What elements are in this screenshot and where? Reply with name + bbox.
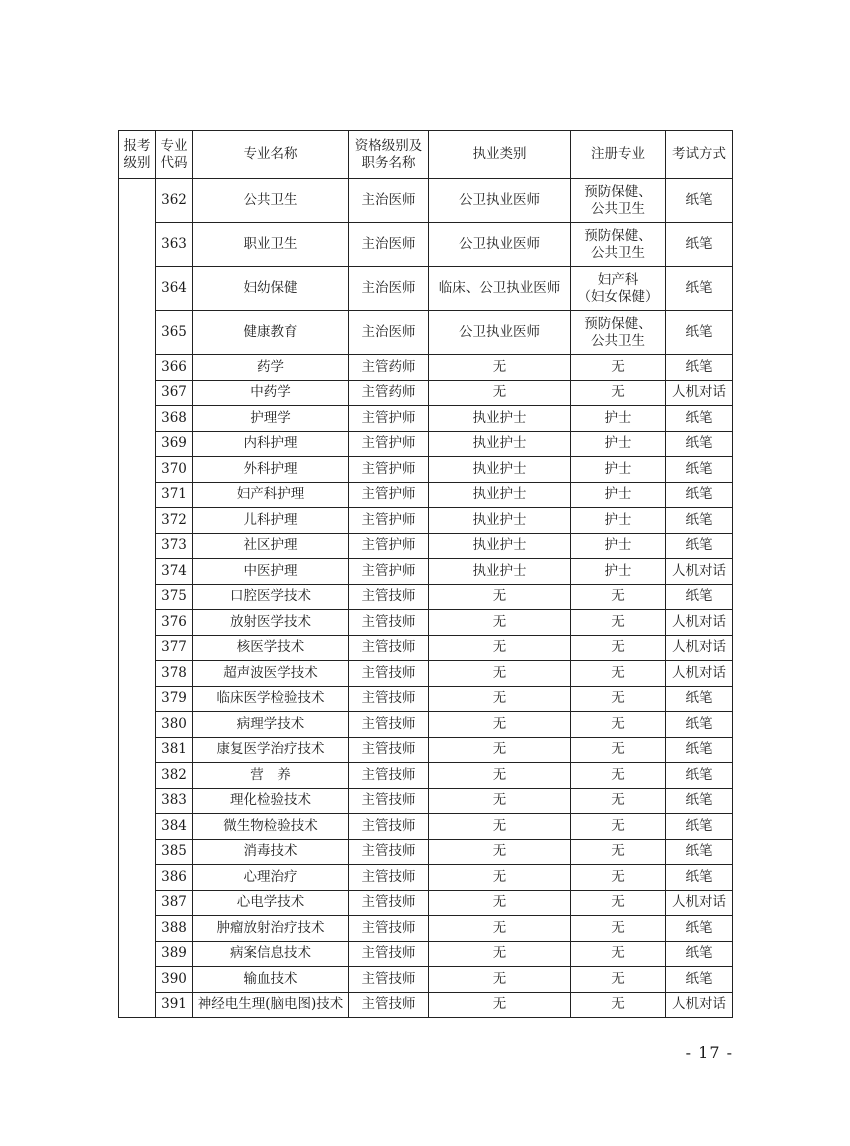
- table-row: [119, 533, 733, 559]
- cell-qualification: 主管护师: [349, 559, 429, 585]
- table-body: [119, 179, 733, 1018]
- cell-qualification: 主管技师: [349, 788, 429, 814]
- cell-exam: 纸笔: [666, 712, 733, 738]
- cell-code: 372: [156, 508, 193, 534]
- cell-practice: 公卫执业医师: [429, 311, 571, 355]
- cell-code: 381: [156, 737, 193, 763]
- cell-registered: 预防保健、 公共卫生: [571, 311, 666, 355]
- cell-code: 380: [156, 712, 193, 738]
- cell-qualification: 主管技师: [349, 865, 429, 891]
- cell-qualification: 主治医师: [349, 179, 429, 223]
- cell-qualification: 主管药师: [349, 355, 429, 381]
- table-row: [119, 941, 733, 967]
- header-name: 专业名称: [193, 131, 349, 179]
- cell-exam: 纸笔: [666, 763, 733, 789]
- cell-registered: 护士: [571, 431, 666, 457]
- cell-registered: 无: [571, 916, 666, 942]
- cell-name: 输血技术: [193, 967, 349, 993]
- cell-practice: 无: [429, 763, 571, 789]
- cell-code: 388: [156, 916, 193, 942]
- cell-practice: 执业护士: [429, 431, 571, 457]
- cell-registered: 无: [571, 712, 666, 738]
- cell-registered: 无: [571, 992, 666, 1018]
- table-row: [119, 431, 733, 457]
- cell-name: 心理治疗: [193, 865, 349, 891]
- cell-name: 健康教育: [193, 311, 349, 355]
- cell-code: 383: [156, 788, 193, 814]
- cell-practice: 无: [429, 355, 571, 381]
- table-row: [119, 814, 733, 840]
- table-row: [119, 179, 733, 223]
- cell-name: 康复医学治疗技术: [193, 737, 349, 763]
- cell-exam: 纸笔: [666, 406, 733, 432]
- cell-practice: 无: [429, 839, 571, 865]
- table-row: [119, 508, 733, 534]
- cell-registered: 无: [571, 763, 666, 789]
- cell-code: 391: [156, 992, 193, 1018]
- cell-qualification: 主管护师: [349, 508, 429, 534]
- cell-name: 心电学技术: [193, 890, 349, 916]
- cell-name: 病案信息技术: [193, 941, 349, 967]
- header-code: 专业 代码: [156, 131, 193, 179]
- table-row: [119, 223, 733, 267]
- specialty-table: [118, 130, 733, 1018]
- cell-code: 365: [156, 311, 193, 355]
- cell-code: 378: [156, 661, 193, 687]
- cell-qualification: 主管技师: [349, 992, 429, 1018]
- cell-code: 385: [156, 839, 193, 865]
- cell-exam: 纸笔: [666, 865, 733, 891]
- table-row: [119, 355, 733, 381]
- cell-code: 386: [156, 865, 193, 891]
- cell-qualification: 主管技师: [349, 635, 429, 661]
- cell-exam: 人机对话: [666, 635, 733, 661]
- table-row: [119, 559, 733, 585]
- cell-registered: 护士: [571, 457, 666, 483]
- table-header-row: [119, 131, 733, 179]
- cell-exam: 纸笔: [666, 267, 733, 311]
- cell-name: 职业卫生: [193, 223, 349, 267]
- table-row: [119, 967, 733, 993]
- cell-practice: 执业护士: [429, 482, 571, 508]
- cell-name: 外科护理: [193, 457, 349, 483]
- cell-registered: 护士: [571, 533, 666, 559]
- cell-practice: 执业护士: [429, 508, 571, 534]
- cell-registered: 无: [571, 686, 666, 712]
- cell-qualification: 主管护师: [349, 457, 429, 483]
- cell-registered: 无: [571, 355, 666, 381]
- cell-exam: 纸笔: [666, 482, 733, 508]
- cell-exam: 人机对话: [666, 992, 733, 1018]
- cell-code: 370: [156, 457, 193, 483]
- cell-code: 375: [156, 584, 193, 610]
- cell-qualification: 主管技师: [349, 941, 429, 967]
- cell-practice: 公卫执业医师: [429, 223, 571, 267]
- cell-registered: 无: [571, 610, 666, 636]
- cell-name: 口腔医学技术: [193, 584, 349, 610]
- table-row: [119, 635, 733, 661]
- cell-name: 中药学: [193, 380, 349, 406]
- cell-exam: 纸笔: [666, 457, 733, 483]
- cell-name: 儿科护理: [193, 508, 349, 534]
- cell-exam: 人机对话: [666, 380, 733, 406]
- cell-exam: 纸笔: [666, 737, 733, 763]
- level-cell: [119, 179, 156, 1018]
- cell-exam: 纸笔: [666, 967, 733, 993]
- cell-name: 理化检验技术: [193, 788, 349, 814]
- header-qualification: 资格级别及 职务名称: [349, 131, 429, 179]
- table-row: [119, 992, 733, 1018]
- cell-practice: 无: [429, 992, 571, 1018]
- cell-code: 389: [156, 941, 193, 967]
- cell-practice: 无: [429, 584, 571, 610]
- table-row: [119, 865, 733, 891]
- cell-registered: 护士: [571, 508, 666, 534]
- cell-exam: 纸笔: [666, 686, 733, 712]
- cell-qualification: 主管技师: [349, 584, 429, 610]
- header-registered: 注册专业: [571, 131, 666, 179]
- cell-exam: 纸笔: [666, 584, 733, 610]
- cell-name: 临床医学检验技术: [193, 686, 349, 712]
- cell-registered: 无: [571, 584, 666, 610]
- cell-name: 肿瘤放射治疗技术: [193, 916, 349, 942]
- cell-practice: 无: [429, 967, 571, 993]
- cell-code: 367: [156, 380, 193, 406]
- cell-registered: 无: [571, 967, 666, 993]
- cell-practice: 无: [429, 661, 571, 687]
- cell-practice: 无: [429, 380, 571, 406]
- cell-qualification: 主管护师: [349, 533, 429, 559]
- table-row: [119, 890, 733, 916]
- cell-code: 376: [156, 610, 193, 636]
- cell-practice: 无: [429, 686, 571, 712]
- cell-registered: 无: [571, 941, 666, 967]
- cell-qualification: 主管技师: [349, 839, 429, 865]
- table-row: [119, 686, 733, 712]
- cell-code: 368: [156, 406, 193, 432]
- cell-name: 神经电生理(脑电图)技术: [193, 992, 349, 1018]
- cell-qualification: 主治医师: [349, 267, 429, 311]
- cell-registered: 无: [571, 839, 666, 865]
- cell-practice: 公卫执业医师: [429, 179, 571, 223]
- cell-name: 社区护理: [193, 533, 349, 559]
- cell-practice: 无: [429, 890, 571, 916]
- cell-registered: 妇产科 （妇女保健）: [571, 267, 666, 311]
- cell-qualification: 主管护师: [349, 431, 429, 457]
- cell-qualification: 主管技师: [349, 610, 429, 636]
- cell-name: 妇幼保健: [193, 267, 349, 311]
- cell-registered: 无: [571, 737, 666, 763]
- cell-registered: 护士: [571, 482, 666, 508]
- table-row: [119, 916, 733, 942]
- cell-name: 公共卫生: [193, 179, 349, 223]
- cell-registered: 无: [571, 635, 666, 661]
- cell-exam: 纸笔: [666, 508, 733, 534]
- header-exam: 考试方式: [666, 131, 733, 179]
- cell-practice: 无: [429, 865, 571, 891]
- header-practice: 执业类别: [429, 131, 571, 179]
- cell-practice: 执业护士: [429, 533, 571, 559]
- cell-code: 390: [156, 967, 193, 993]
- cell-practice: 无: [429, 916, 571, 942]
- cell-name: 营 养: [193, 763, 349, 789]
- cell-name: 超声波医学技术: [193, 661, 349, 687]
- cell-qualification: 主管技师: [349, 916, 429, 942]
- cell-exam: 纸笔: [666, 941, 733, 967]
- cell-exam: 纸笔: [666, 788, 733, 814]
- cell-code: 384: [156, 814, 193, 840]
- cell-code: 363: [156, 223, 193, 267]
- cell-code: 371: [156, 482, 193, 508]
- cell-qualification: 主管药师: [349, 380, 429, 406]
- cell-registered: 护士: [571, 559, 666, 585]
- cell-practice: 无: [429, 737, 571, 763]
- cell-name: 病理学技术: [193, 712, 349, 738]
- cell-code: 377: [156, 635, 193, 661]
- cell-practice: 执业护士: [429, 457, 571, 483]
- cell-exam: 人机对话: [666, 890, 733, 916]
- cell-exam: 纸笔: [666, 223, 733, 267]
- cell-practice: 无: [429, 941, 571, 967]
- cell-exam: 纸笔: [666, 916, 733, 942]
- table-row: [119, 267, 733, 311]
- cell-practice: 执业护士: [429, 559, 571, 585]
- header-level: 报考 级别: [119, 131, 156, 179]
- cell-exam: 纸笔: [666, 311, 733, 355]
- cell-registered: 护士: [571, 406, 666, 432]
- page-number: - 17 -: [685, 1043, 733, 1062]
- cell-name: 中医护理: [193, 559, 349, 585]
- cell-code: 366: [156, 355, 193, 381]
- cell-exam: 纸笔: [666, 814, 733, 840]
- cell-code: 364: [156, 267, 193, 311]
- cell-practice: 临床、公卫执业医师: [429, 267, 571, 311]
- cell-code: 373: [156, 533, 193, 559]
- cell-registered: 无: [571, 890, 666, 916]
- cell-registered: 无: [571, 814, 666, 840]
- table-row: [119, 610, 733, 636]
- cell-qualification: 主管护师: [349, 406, 429, 432]
- cell-name: 消毒技术: [193, 839, 349, 865]
- cell-exam: 纸笔: [666, 839, 733, 865]
- cell-code: 387: [156, 890, 193, 916]
- cell-practice: 无: [429, 712, 571, 738]
- cell-registered: 预防保健、 公共卫生: [571, 179, 666, 223]
- cell-name: 微生物检验技术: [193, 814, 349, 840]
- cell-qualification: 主管技师: [349, 967, 429, 993]
- cell-qualification: 主管护师: [349, 482, 429, 508]
- table-row: [119, 661, 733, 687]
- cell-registered: 无: [571, 380, 666, 406]
- cell-qualification: 主治医师: [349, 223, 429, 267]
- cell-name: 护理学: [193, 406, 349, 432]
- table-row: [119, 457, 733, 483]
- cell-exam: 纸笔: [666, 355, 733, 381]
- table-row: [119, 380, 733, 406]
- cell-qualification: 主管技师: [349, 814, 429, 840]
- cell-name: 药学: [193, 355, 349, 381]
- table-row: [119, 584, 733, 610]
- table-row: [119, 406, 733, 432]
- cell-name: 核医学技术: [193, 635, 349, 661]
- cell-name: 妇产科护理: [193, 482, 349, 508]
- cell-qualification: 主管技师: [349, 712, 429, 738]
- table-row: [119, 737, 733, 763]
- cell-code: 369: [156, 431, 193, 457]
- cell-qualification: 主管技师: [349, 763, 429, 789]
- cell-name: 放射医学技术: [193, 610, 349, 636]
- cell-registered: 预防保健、 公共卫生: [571, 223, 666, 267]
- cell-qualification: 主管技师: [349, 661, 429, 687]
- cell-practice: 无: [429, 788, 571, 814]
- cell-exam: 纸笔: [666, 179, 733, 223]
- cell-exam: 人机对话: [666, 661, 733, 687]
- cell-exam: 纸笔: [666, 431, 733, 457]
- cell-exam: 人机对话: [666, 610, 733, 636]
- cell-practice: 执业护士: [429, 406, 571, 432]
- cell-code: 379: [156, 686, 193, 712]
- table-row: [119, 788, 733, 814]
- cell-registered: 无: [571, 661, 666, 687]
- table-row: [119, 311, 733, 355]
- cell-code: 374: [156, 559, 193, 585]
- cell-practice: 无: [429, 635, 571, 661]
- table-row: [119, 482, 733, 508]
- cell-exam: 人机对话: [666, 559, 733, 585]
- cell-qualification: 主治医师: [349, 311, 429, 355]
- cell-qualification: 主管技师: [349, 737, 429, 763]
- table-row: [119, 839, 733, 865]
- cell-qualification: 主管技师: [349, 890, 429, 916]
- cell-qualification: 主管技师: [349, 686, 429, 712]
- table-row: [119, 712, 733, 738]
- cell-practice: 无: [429, 814, 571, 840]
- cell-practice: 无: [429, 610, 571, 636]
- cell-exam: 纸笔: [666, 533, 733, 559]
- cell-registered: 无: [571, 788, 666, 814]
- table-row: [119, 763, 733, 789]
- cell-registered: 无: [571, 865, 666, 891]
- cell-code: 382: [156, 763, 193, 789]
- cell-name: 内科护理: [193, 431, 349, 457]
- cell-code: 362: [156, 179, 193, 223]
